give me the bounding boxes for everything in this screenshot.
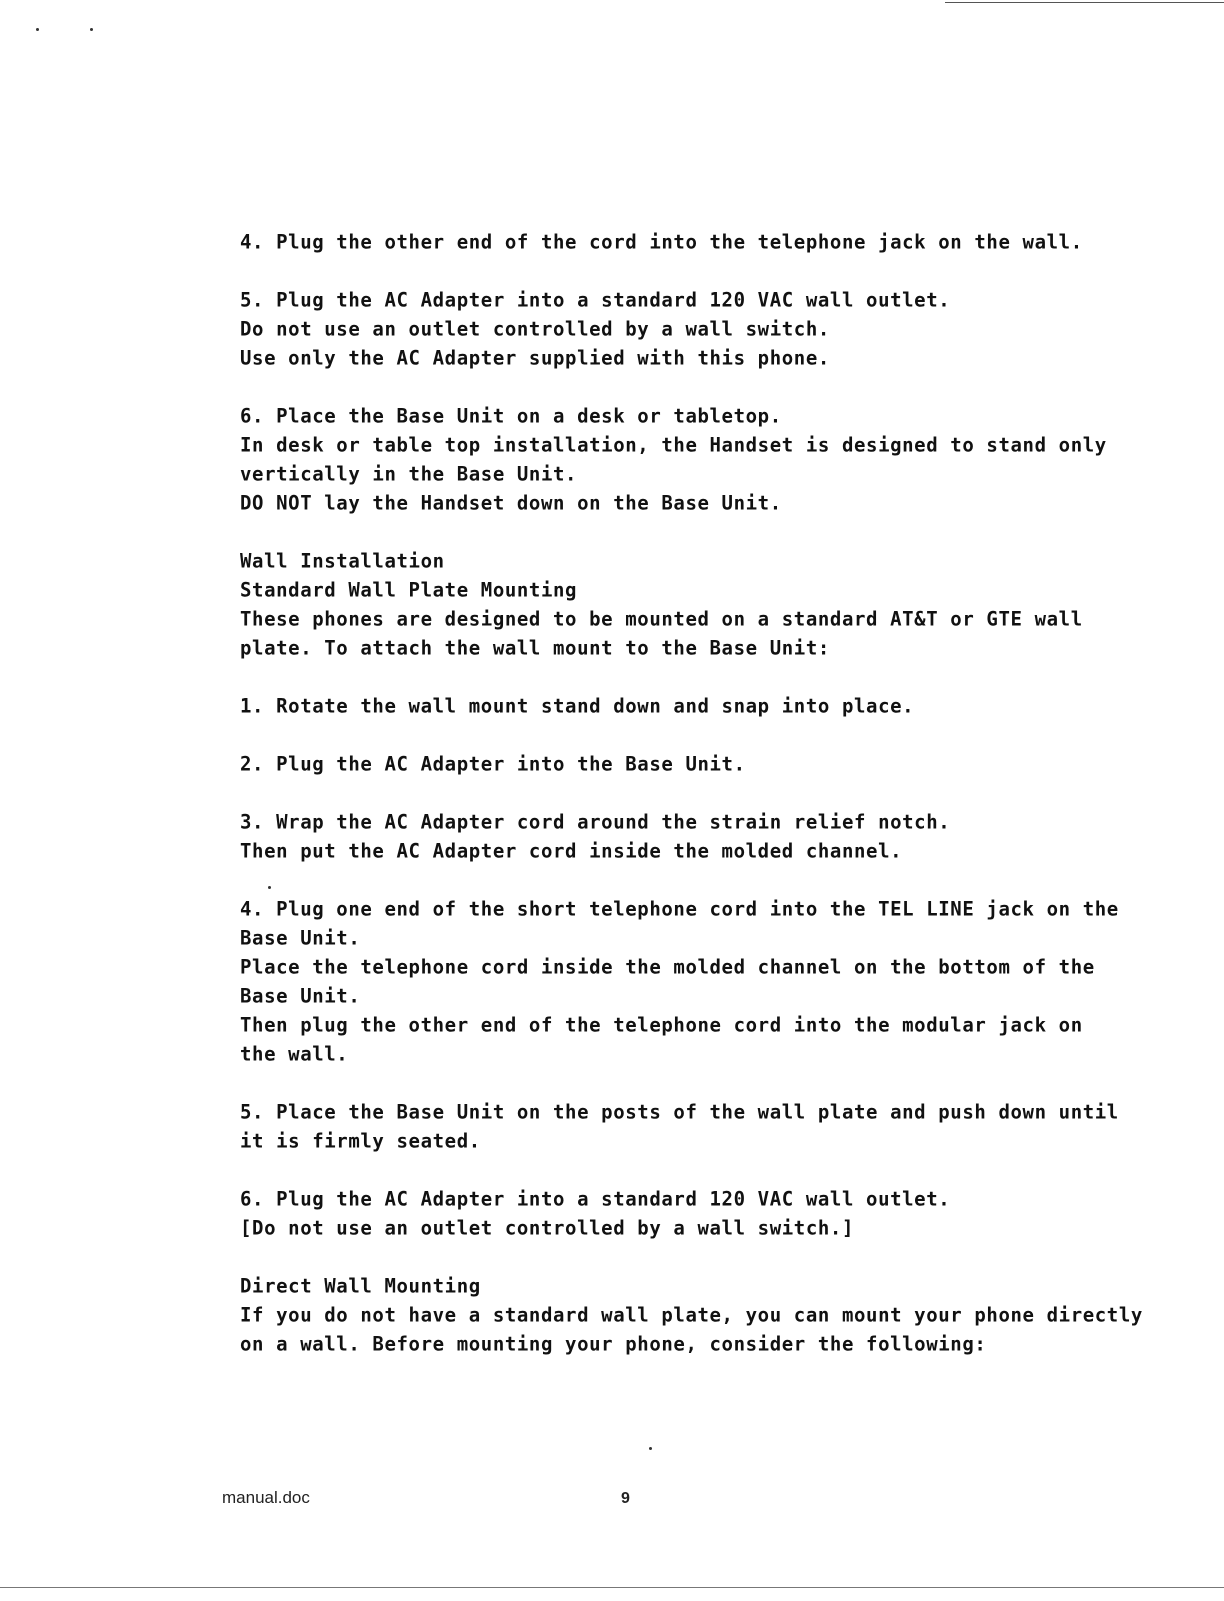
paragraph <box>240 1272 1143 1359</box>
text-line: DO NOT lay the Handset down on the Base Unit. <box>240 491 782 515</box>
text-line: 1. Rotate the wall mount stand down and snap into place. <box>240 694 915 718</box>
scan-speck <box>36 28 39 31</box>
scan-speck <box>649 1447 652 1450</box>
text-line: Place the telephone cord inside the molded channel on the bottom of the <box>240 955 1095 979</box>
text-line: Base Unit. <box>240 926 361 950</box>
paragraph <box>240 895 1119 1069</box>
paragraph <box>240 286 1060 373</box>
text-line: the wall. <box>240 1042 349 1066</box>
paragraph <box>240 228 1083 257</box>
text-line: 2. Plug the AC Adapter into the Base Unit. <box>240 752 746 776</box>
page-number: 9 <box>621 1490 630 1507</box>
text-line: 5. Plug the AC Adapter into a standard 120 VAC wall outlet. <box>240 288 951 312</box>
text-line: These phones are designed to be mounted on a standard AT&T or GTE wall <box>240 607 1083 631</box>
text-line: 3. Wrap the AC Adapter cord around the strain relief notch. <box>240 810 951 834</box>
text-line: 4. Plug the other end of the cord into the telephone jack on the wall. <box>240 230 1083 254</box>
paragraph <box>240 547 1083 663</box>
text-line: Do not use an outlet controlled by a wall switch. <box>240 317 830 341</box>
footer-filename: manual.doc <box>222 1488 310 1507</box>
text-line: If you do not have a standard wall plate, you can mount your phone directly <box>240 1303 1143 1327</box>
paragraph <box>240 1098 1119 1156</box>
text-line: Base Unit. <box>240 984 361 1008</box>
text-line: 4. Plug one end of the short telephone cord into the TEL LINE jack on the <box>240 897 1119 921</box>
paragraph <box>240 692 1060 721</box>
text-line: Then put the AC Adapter cord inside the molded channel. <box>240 839 903 863</box>
text-line: 6. Place the Base Unit on a desk or tabletop. <box>240 404 782 428</box>
page-edge-top <box>945 2 1224 3</box>
paragraph <box>240 808 1060 866</box>
text-line: Direct Wall Mounting <box>240 1274 481 1298</box>
text-line: [Do not use an outlet controlled by a wall switch.] <box>240 1216 854 1240</box>
text-line: it is firmly seated. <box>240 1129 481 1153</box>
text-line: plate. To attach the wall mount to the Base Unit: <box>240 636 830 660</box>
text-line: 6. Plug the AC Adapter into a standard 120 VAC wall outlet. <box>240 1187 951 1211</box>
paragraph <box>240 750 1060 779</box>
text-line: In desk or table top installation, the Handset is designed to stand only <box>240 433 1107 457</box>
scan-speck <box>90 28 93 31</box>
text-line: Then plug the other end of the telephone cord into the modular jack on <box>240 1013 1083 1037</box>
text-line: Standard Wall Plate Mounting <box>240 578 578 602</box>
text-line: vertically in the Base Unit. <box>240 462 578 486</box>
text-line: Wall Installation <box>240 549 445 573</box>
text-line: 5. Place the Base Unit on the posts of the wall plate and push down until <box>240 1100 1119 1124</box>
page-edge-bottom <box>0 1587 1224 1588</box>
paragraph <box>240 402 1107 518</box>
text-line: on a wall. Before mounting your phone, consider the following: <box>240 1332 987 1356</box>
document-body <box>240 228 1143 1388</box>
text-line: Use only the AC Adapter supplied with this phone. <box>240 346 830 370</box>
paragraph <box>240 1185 1060 1243</box>
